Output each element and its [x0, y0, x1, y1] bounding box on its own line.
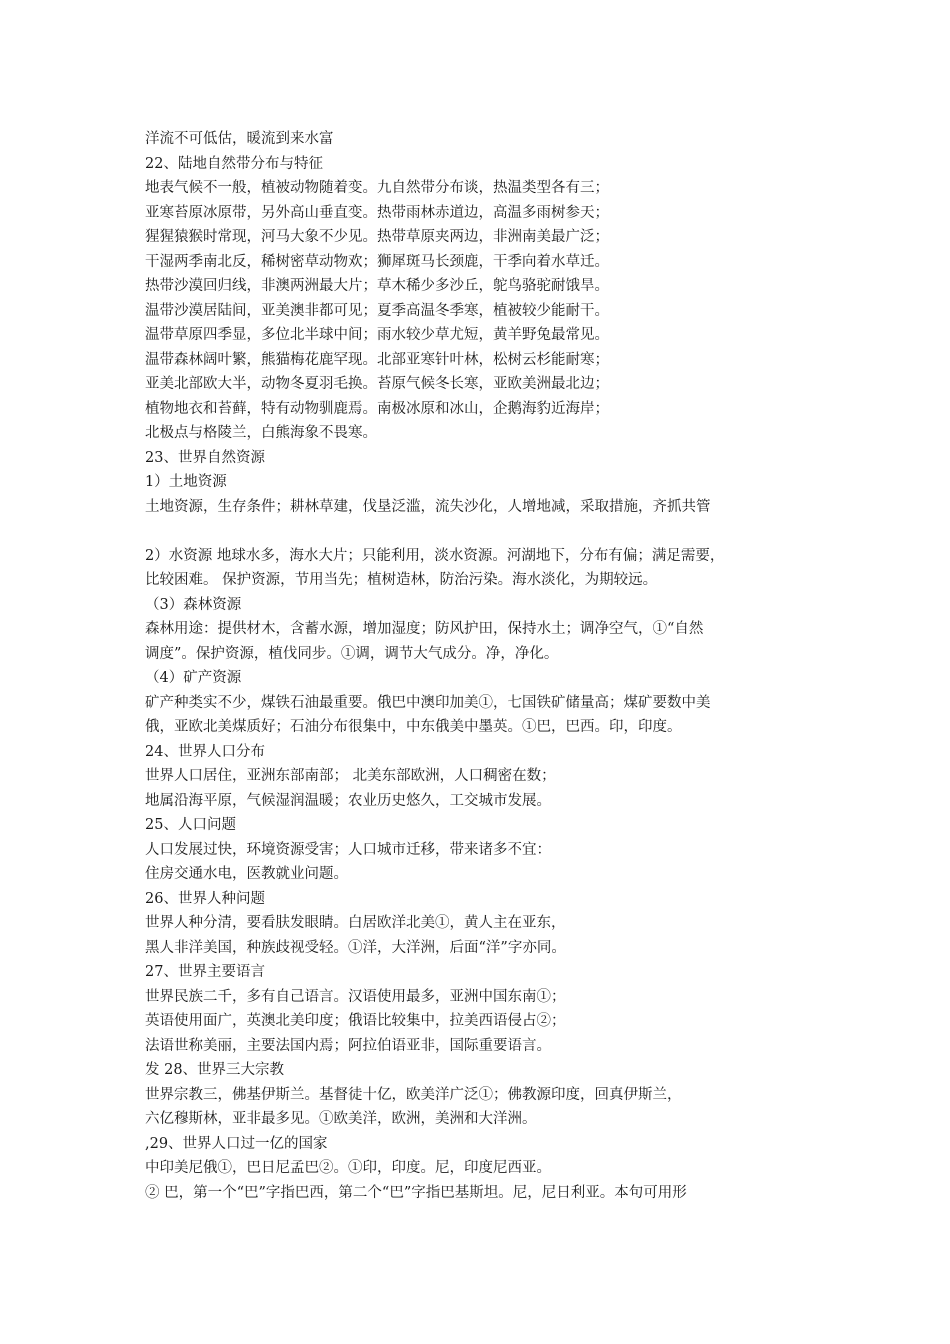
- text-line: 温带草原四季显，多位北半球中间；雨水较少草尤短，黄羊野兔最常见。: [145, 327, 609, 343]
- text-line: 矿产种类实不少，煤铁石油最重要。俄巴中澳印加美①，七国铁矿储量高；煤矿要数中美: [145, 694, 711, 711]
- text-line: 世界民族二千，多有自己语言。汉语使用最多，亚洲中国东南①；: [145, 988, 566, 1005]
- document-body: [145, 127, 835, 1205]
- text-line: 热带沙漠回归线，非澳两洲最大片；草木稀少多沙丘，鸵鸟骆驼耐饿旱。: [145, 278, 609, 294]
- section-heading: 22、陆地自然带分布与特征: [145, 155, 323, 172]
- section-heading: 26、世界人种问题: [145, 890, 265, 907]
- text-line: 洋流不可低估，暖流到来水富: [145, 131, 334, 147]
- text-line: 比较困难。 保护资源，节用当先；植树造林，防治污染。海水淡化，为期较远。: [145, 572, 658, 588]
- text-line: ② 巴，第一个“巴”字指巴西，第二个“巴”字指巴基斯坦。尼，尼日利亚。本句可用形: [145, 1184, 687, 1201]
- subsection-heading: （4）矿产资源: [145, 670, 242, 686]
- text-line: 亚美北部欧大半，动物冬夏羽毛换。苔原气候冬长寒，亚欧美洲最北边；: [145, 376, 609, 392]
- text-line: 温带森林阔叶繁，熊猫梅花鹿罕现。北部亚寒针叶林，松树云杉能耐寒；: [145, 351, 609, 368]
- text-line: 干湿两季南北反，稀树密草动物欢；狮犀斑马长颈鹿，干季向着水草迁。: [145, 253, 609, 270]
- section-heading: 发 28、世界三大宗教: [145, 1062, 285, 1078]
- text-line: 六亿穆斯林，亚非最多见。①欧美洋，欧洲，美洲和大洋洲。: [145, 1111, 537, 1127]
- section-heading: ,29、世界人口过一亿的国家: [145, 1135, 328, 1152]
- text-line: 世界人种分清，要看肤发眼睛。白居欧洋北美①，黄人主在亚东，: [145, 915, 566, 931]
- text-line: 2）水资源 地球水多，海水大片；只能利用，淡水资源。河湖地下，分布有偏；满足需要，: [145, 547, 725, 564]
- text-line: 世界人口居住，亚洲东部南部； 北美东部欧洲，人口稠密在数；: [145, 768, 556, 784]
- text-line: 调度”。保护资源，植伐同步。①调，调节大气成分。净，净化。: [145, 645, 559, 662]
- text-line: 温带沙漠居陆间，亚美澳非都可见；夏季高温冬季寒，植被较少能耐干。: [145, 302, 609, 319]
- section-heading: 25、人口问题: [145, 817, 236, 833]
- subsection-heading: 1）土地资源: [145, 474, 227, 490]
- subsection-heading: （3）森林资源: [145, 596, 242, 613]
- text-line: 中印美尼俄①，巴日尼孟巴②。①印，印度。尼，印度尼西亚。: [145, 1160, 551, 1176]
- section-heading: 23、世界自然资源: [145, 449, 265, 466]
- text-line: 住房交通水电，医教就业问题。: [145, 866, 348, 882]
- text-line: 地属沿海平原，气候湿润温暖；农业历史悠久，工交城市发展。: [145, 792, 551, 809]
- text-line: 俄，亚欧北美煤质好；石油分布很集中，中东俄美中墨英。①巴，巴西。印，印度。: [145, 719, 682, 735]
- section-heading: 24、世界人口分布: [145, 743, 265, 760]
- text-line: 地表气候不一般，植被动物随着变。九自然带分布谈，热温类型各有三；: [145, 180, 609, 196]
- text-line: 黑人非洋美国，种族歧视受轻。①洋，大洋洲，后面“洋”字亦同。: [145, 939, 566, 956]
- text-line: 亚寒苔原冰原带，另外高山垂直变。热带雨林赤道边，高温多雨树参天；: [145, 204, 609, 221]
- text-line: 植物地衣和苔藓，特有动物驯鹿焉。南极冰原和冰山，企鹅海豹近海岸；: [145, 400, 609, 417]
- text-line: 森林用途：提供材木，含蓄水源，增加湿度；防风护田，保持水土；调净空气，①“自然: [145, 621, 704, 637]
- blank-line: [145, 519, 835, 544]
- section-heading: 27、世界主要语言: [145, 964, 265, 980]
- text-line: 猩猩猿猴时常现，河马大象不少见。热带草原夹两边，非洲南美最广泛；: [145, 229, 609, 245]
- text-line: 土地资源，生存条件；耕林草建，伐垦泛滥，流失沙化，人增地减，采取措施，齐抓共管: [145, 498, 711, 515]
- text-line: 世界宗教三，佛基伊斯兰。基督徒十亿，欧美洋广泛①；佛教源印度，回真伊斯兰，: [145, 1086, 682, 1103]
- text-line: 人口发展过快，环境资源受害；人口城市迁移，带来诸多不宜：: [145, 841, 551, 858]
- text-line: 法语世称美丽，主要法国内焉；阿拉伯语亚非，国际重要语言。: [145, 1037, 551, 1054]
- text-line: 北极点与格陵兰，白熊海象不畏寒。: [145, 425, 377, 441]
- text-line: 英语使用面广，英澳北美印度；俄语比较集中，拉美西语侵占②；: [145, 1013, 566, 1029]
